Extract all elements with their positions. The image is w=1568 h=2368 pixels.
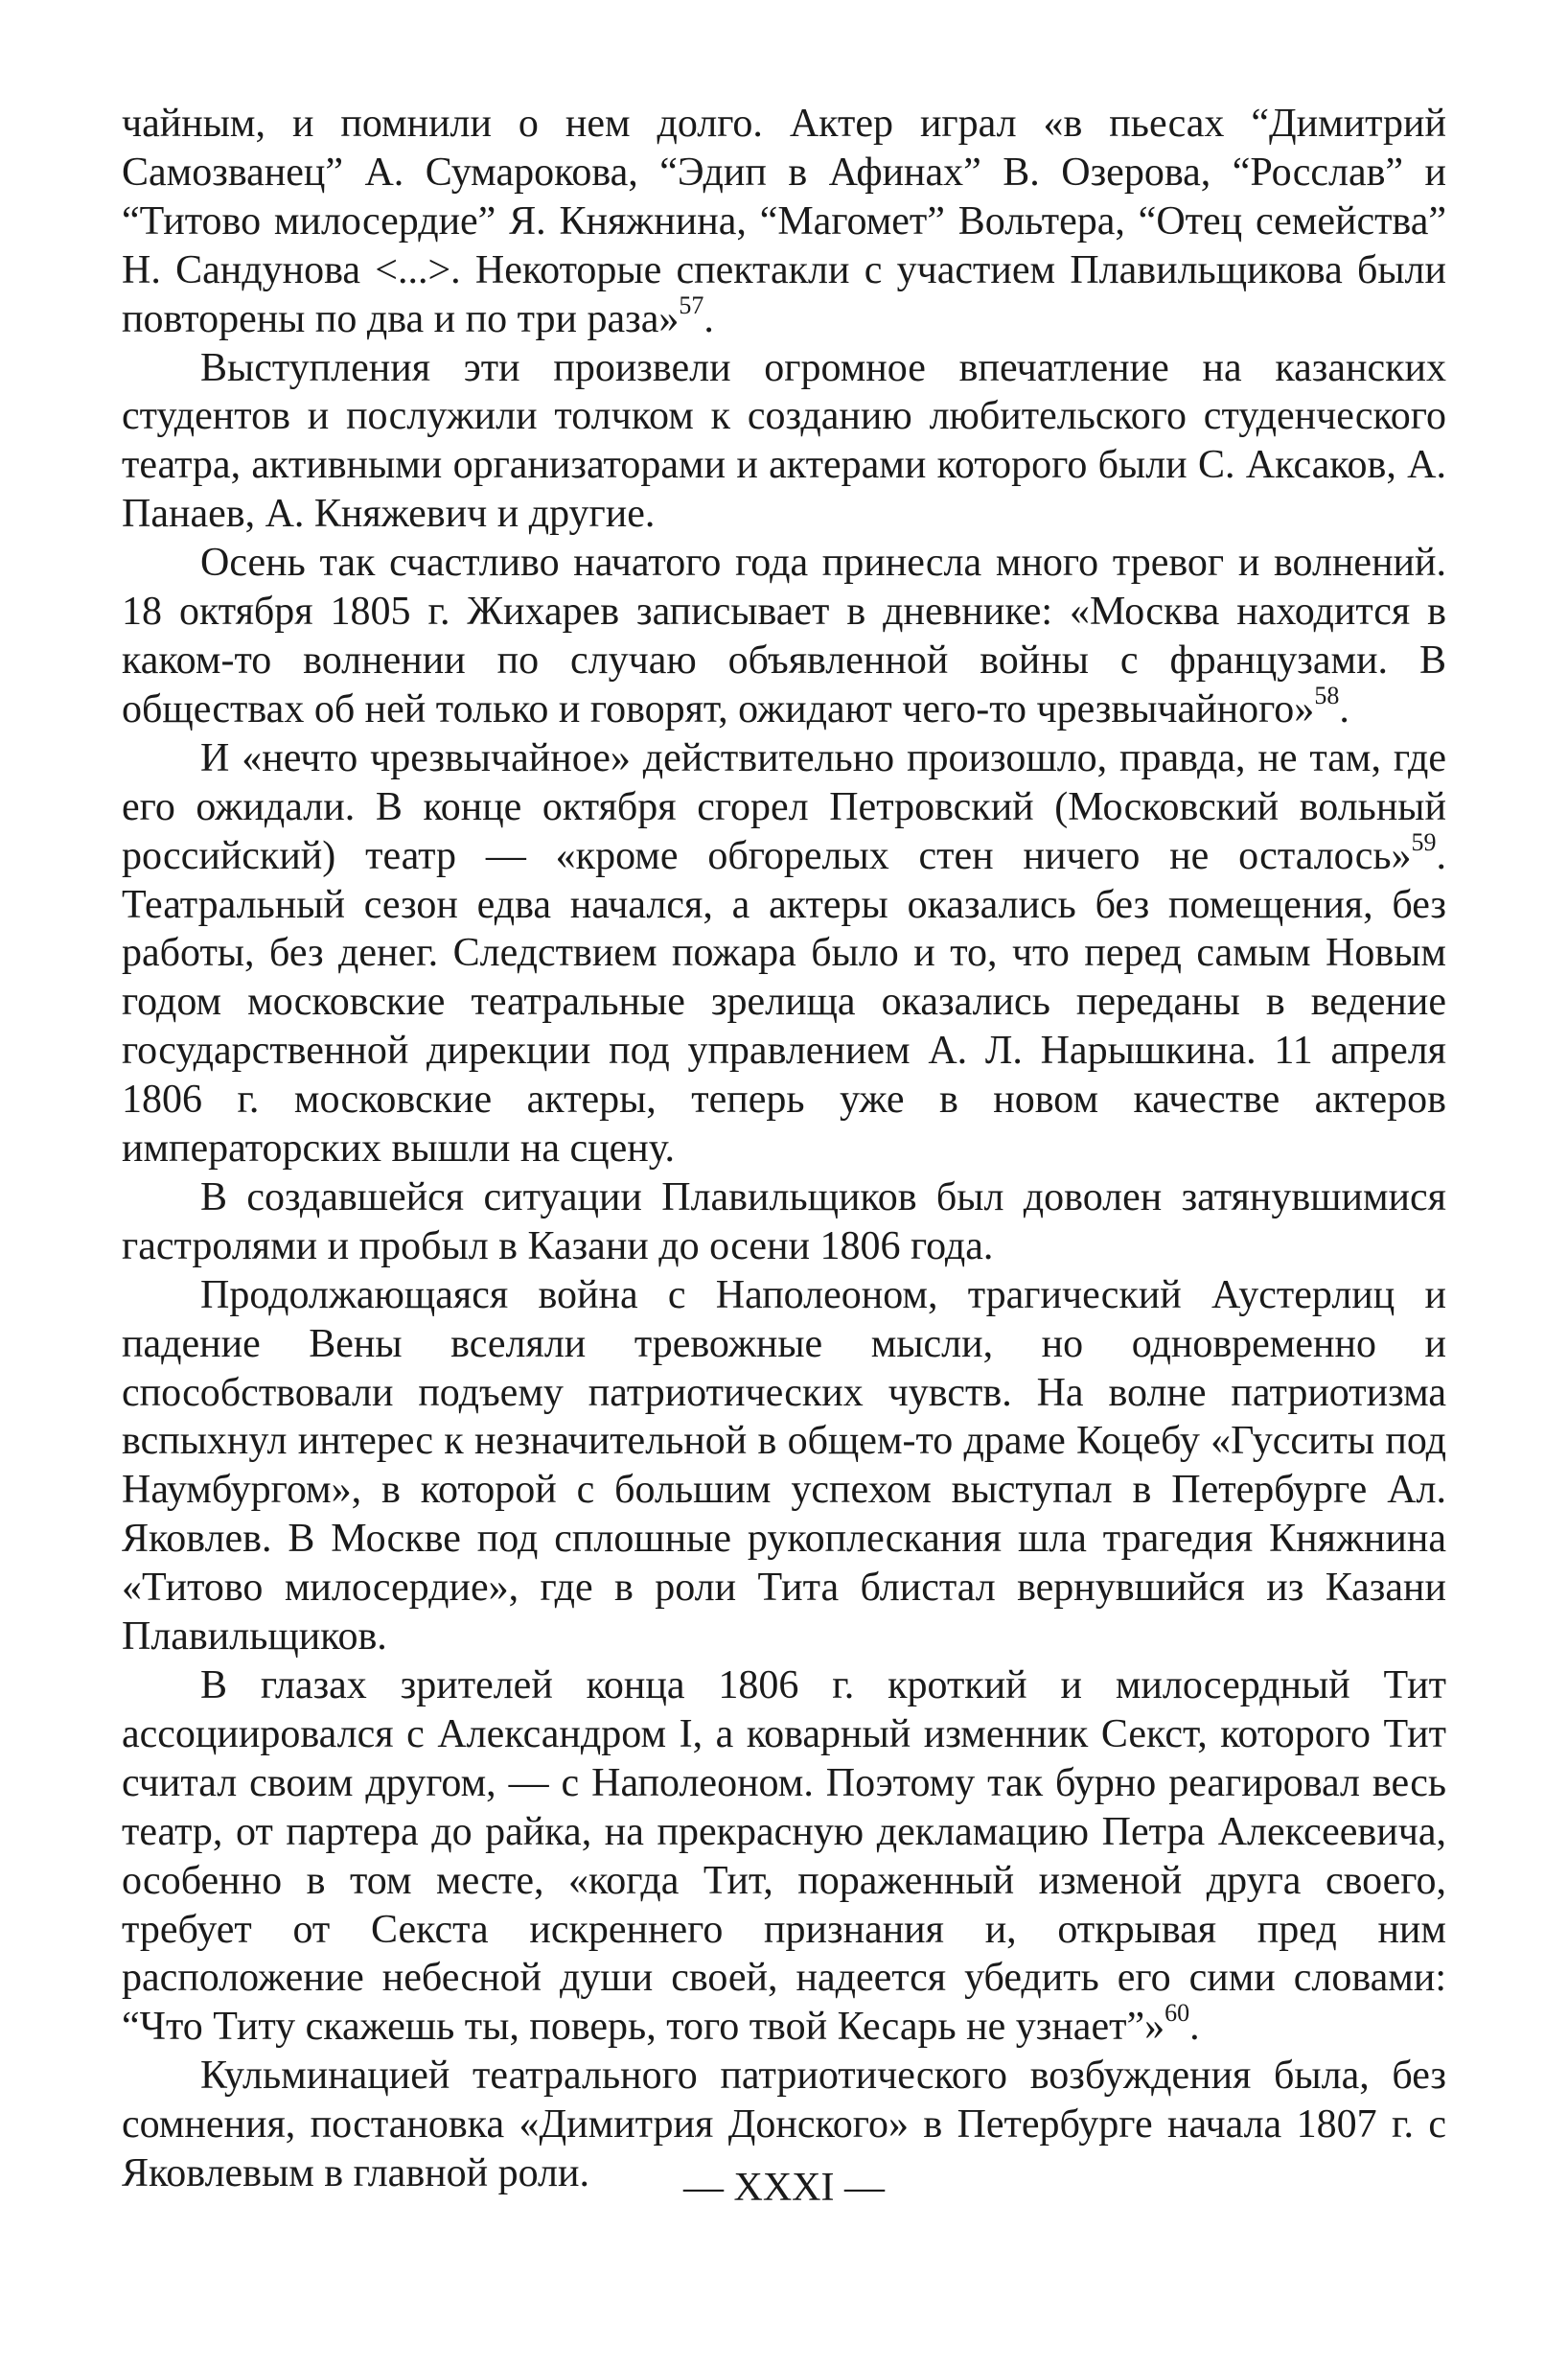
page-number: — XXXI — xyxy=(683,2166,885,2210)
page-body xyxy=(122,100,1446,2198)
paragraph: И «нечто чрезвычайное» действительно произошло, правда, не там, где его ожидали. В конце октября сгорел Петровский (Московский вольный российский) театр — «кроме обгорелых стен ничего не осталось»$^{59}$. Театральный сезон едва начался, а актеры оказались без помещения, без работы, без денег. Следствием пожара было и то, что перед самым Новым годом московские театральные зрелища оказались переданы в ведение государственной дирекции под управлением А. Л. Нарышкина. 11 апреля 1806 г. московские актеры, теперь уже в новом качестве актеров императорских вышли на сцену. xyxy=(122,735,1446,1172)
paragraph: В глазах зрителей конца 1806 г. кроткий и милосердный Тит ассоциировался с Александром I, а коварный изменник Секст, которого Тит считал своим другом, — с Наполеоном. Поэтому так бурно реагировал весь театр, от партера до райка, на прекрасную декламацию Петра Алексеевича, особенно в том месте, «когда Тит, пораженный изменой друга своего, требует от Секста искреннего признания и, открывая пред ним расположение небесной души своей, надеется убедить его сими словами: “Что Титу скажешь ты, поверь, того твой Кесарь не узнает”»$^{60}$. xyxy=(122,1663,1446,2050)
footnote-ref: 58 xyxy=(1314,681,1340,709)
footnote-ref: 59 xyxy=(1411,827,1437,856)
paragraph: Выступления эти произвели огромное впечатление на казанских студентов и послужили толчком к созданию любительского студенческого театра, активными организаторами и актерами которого были С. Аксаков, А. Панаев, А. Княжевич и другие. xyxy=(122,345,1446,537)
paragraph: Кульминацией театрального патриотического возбуждения была, без сомнения, постановка «Димитрия Донского» в Петербурге начала 1807 г. с Яковлевым в главной роли. xyxy=(122,2054,1446,2196)
paragraph: Осень так счастливо начатого года принесла много тревог и волнений. 18 октября 1805 г. Жихарев записывает в дневнике: «Москва находится в каком-то волнении по случаю объявленной войны с французами. В обществах об ней только и говорят, ожидают чего-то чрезвычайного»$^{58}$. xyxy=(122,541,1446,731)
footnote-ref: 60 xyxy=(1164,1999,1190,2028)
paragraph: чайным, и помнили о нем долго. Актер играл «в пьесах “Димитрий Самозванец” А. Сумарокова, “Эдип в Афинах” В. Озерова, “Росслав” и “Титово милосердие” Я. Княжнина, “Магомет” Вольтера, “Отец семейства” Н. Сандунова <...>. Некоторые спектакли с участием Плавильщикова были повторены по два и по три раза»$^{57}$. xyxy=(122,102,1446,341)
paragraph: В создавшейся ситуации Плавильщиков был доволен затянувшимися гастролями и пробыл в Казани до осени 1806 года. xyxy=(122,1174,1446,1268)
paragraph: Продолжающаяся война с Наполеоном, трагический Аустерлиц и падение Вены вселяли тревожные мысли, но одновременно и способствовали подъему патриотических чувств. На волне патриотизма вспыхнул интерес к незначительной в общем-то драме Коцебу «Гусситы под Наумбургом», в которой с большим успехом выступал в Петербурге Ал. Яковлев. В Москве под сплошные рукоплескания шла трагедия Княжнина «Титово милосердие», где в роли Тита блистал вернувшийся из Казани Плавильщиков. xyxy=(122,1272,1446,1660)
footnote-ref: 57 xyxy=(679,290,704,319)
